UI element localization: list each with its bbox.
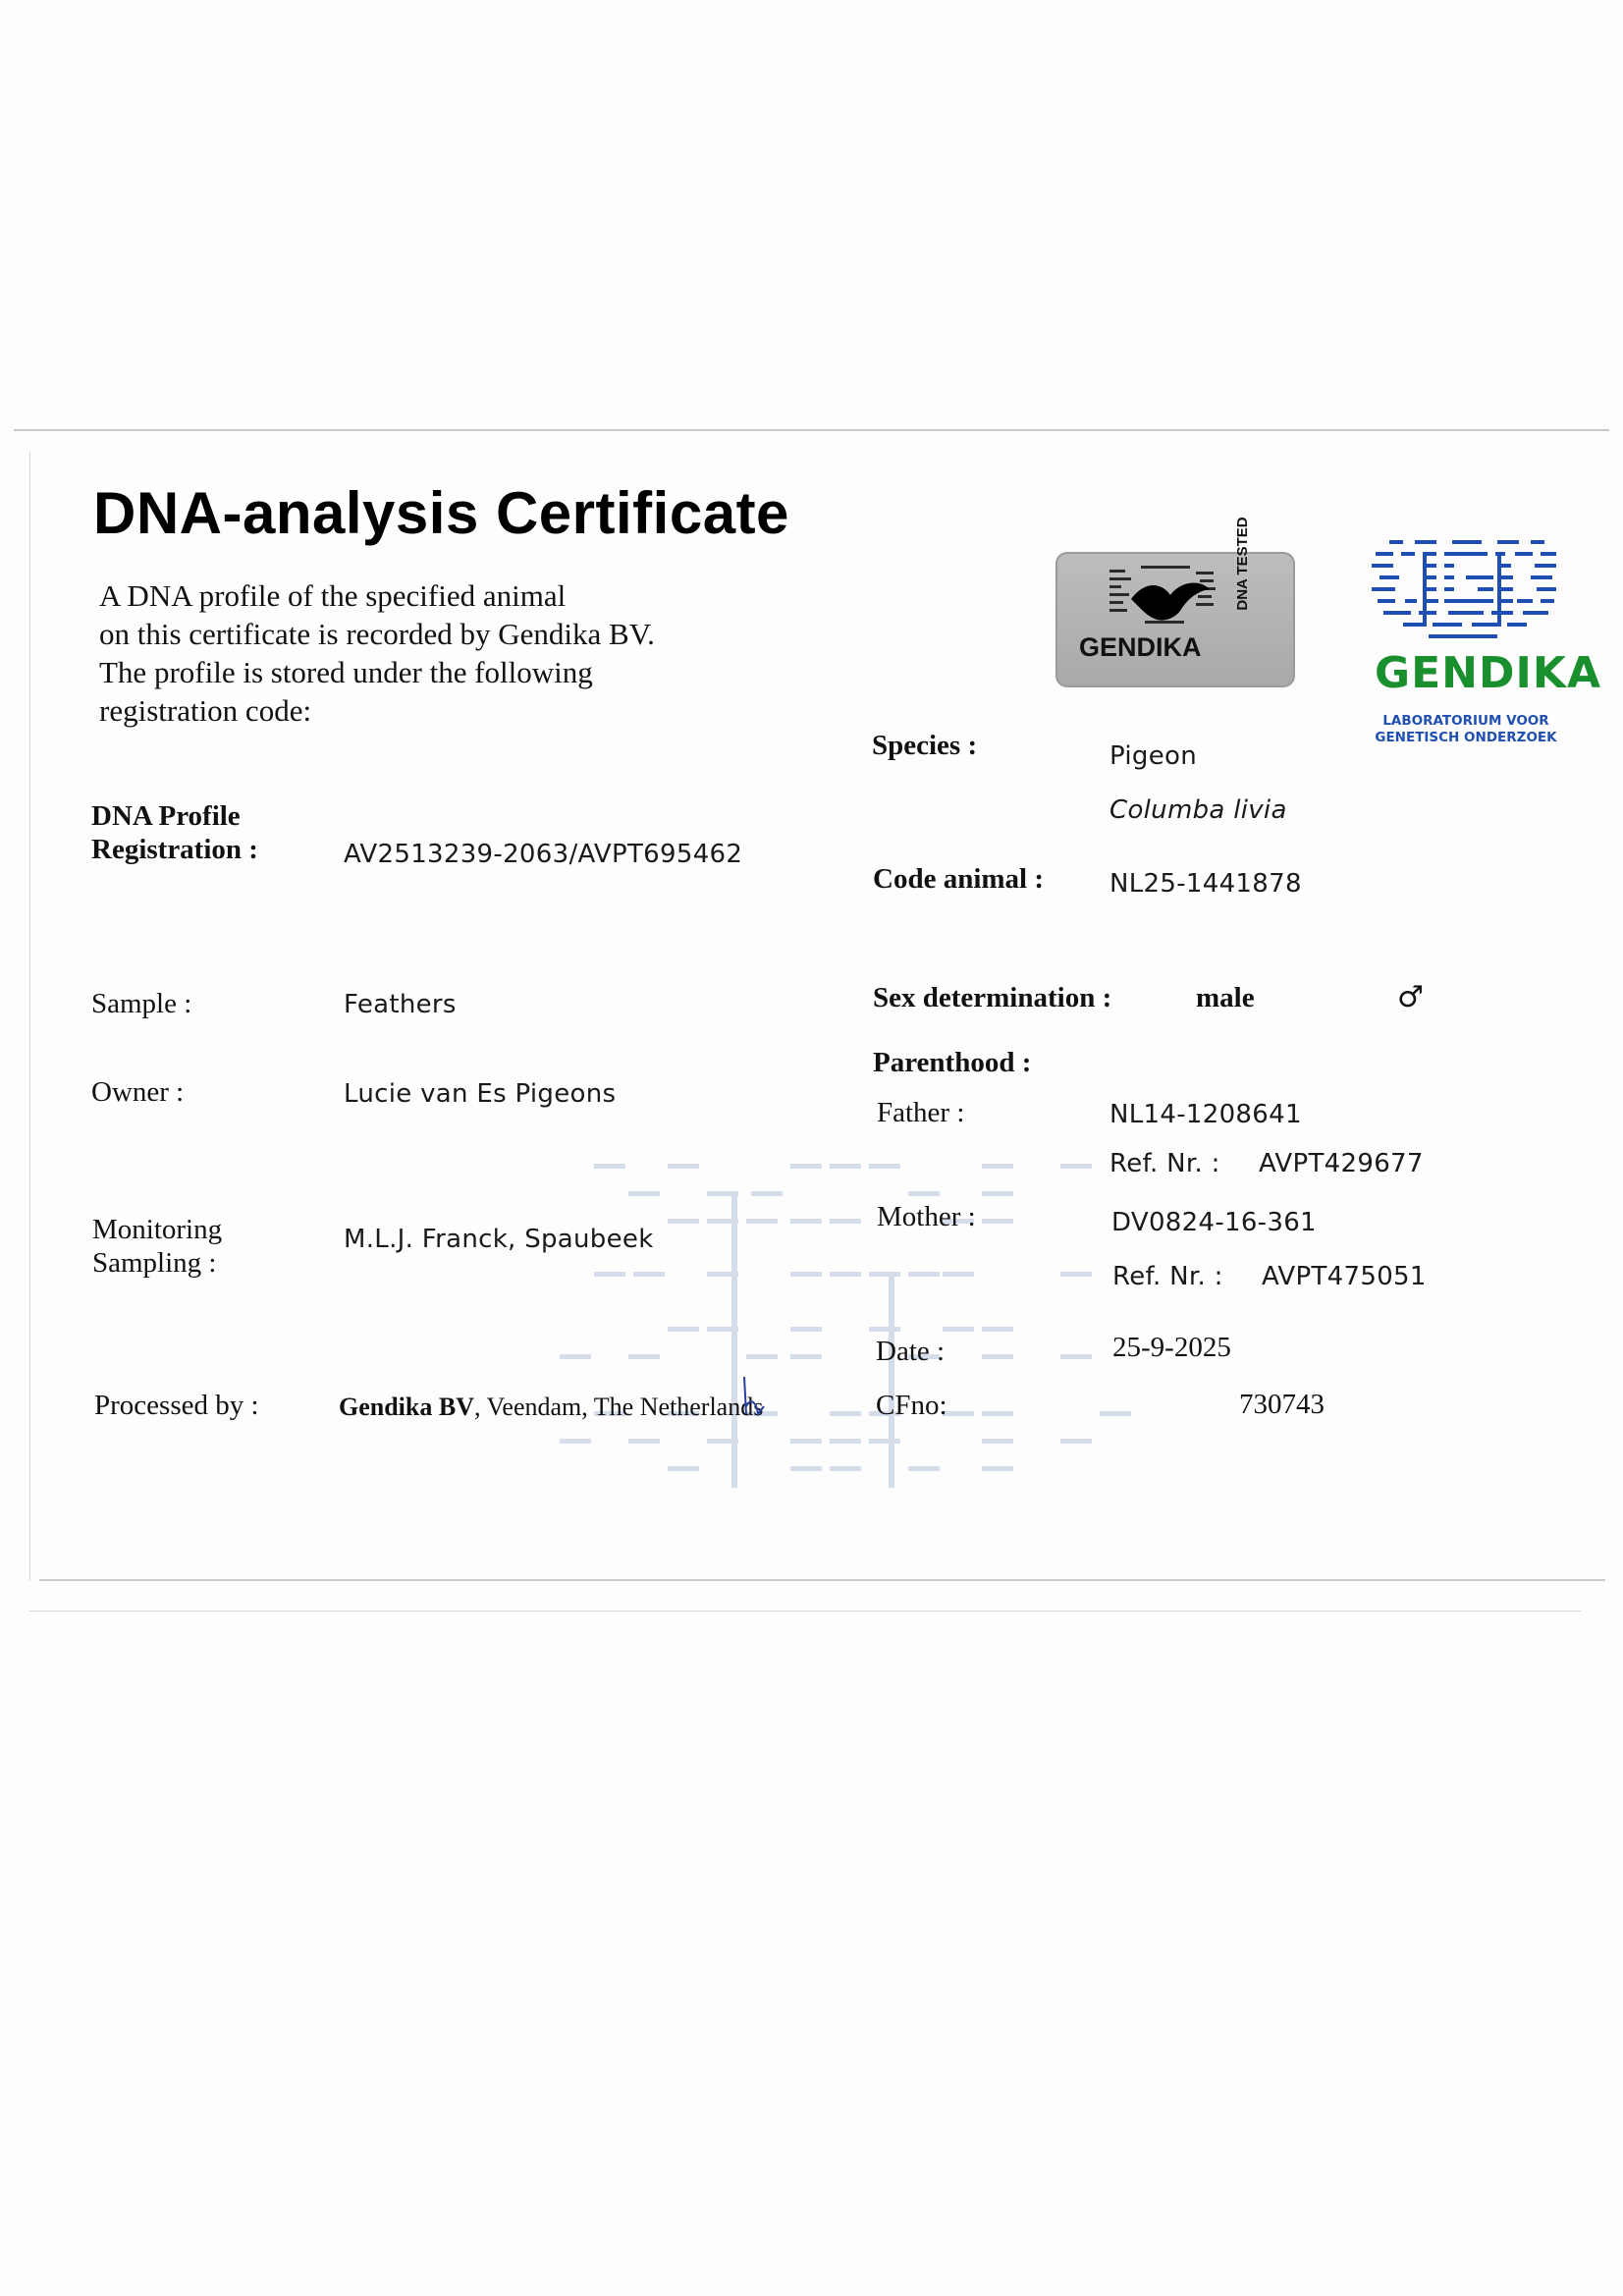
parenthood-label: Parenthood : — [873, 1047, 1032, 1078]
intro-line-4: registration code: — [99, 693, 312, 728]
top-border-line — [14, 429, 1609, 431]
processed-location: , Veendam, The Netherlands — [474, 1393, 764, 1421]
processed-label: Processed by : — [94, 1390, 259, 1421]
processed-company: Gendika BV — [339, 1393, 474, 1421]
gendika-logo-text: GENDIKA — [1375, 648, 1602, 698]
intro-text — [99, 576, 655, 730]
registration-value: AV2513239-2063/AVPT695462 — [344, 840, 743, 869]
species-value-1: Pigeon — [1109, 741, 1198, 771]
gendika-logo-subtitle — [1373, 713, 1559, 746]
intro-line-3: The profile is stored under the following — [99, 655, 593, 689]
left-border-line — [29, 452, 30, 1581]
father-label: Father : — [877, 1097, 965, 1128]
pigeon-emblem-icon — [1102, 562, 1229, 632]
mother-value: DV0824-16-361 — [1111, 1208, 1317, 1237]
father-ref-value: AVPT429677 — [1259, 1149, 1424, 1178]
sex-value: male — [1196, 982, 1255, 1013]
logo-sub-line-2: GENETISCH ONDERZOEK — [1375, 730, 1557, 745]
mother-label: Mother : — [877, 1201, 976, 1232]
registration-label-2: Registration : — [91, 834, 258, 865]
sample-label: Sample : — [91, 988, 192, 1019]
sample-value: Feathers — [344, 990, 457, 1019]
male-symbol-icon: ♂ — [1397, 980, 1424, 1014]
bottom-border-line-2 — [29, 1611, 1581, 1612]
father-value: NL14-1208641 — [1109, 1100, 1302, 1129]
registration-label-1: DNA Profile — [91, 800, 241, 832]
gendika-logo-icon — [1370, 538, 1561, 641]
cfno-value: 730743 — [1239, 1389, 1325, 1420]
logo-sub-line-1: LABORATORIUM VOOR — [1382, 713, 1549, 729]
monitoring-value: M.L.J. Franck, Spaubeek — [344, 1225, 654, 1254]
sticker-brand-text: GENDIKA — [1079, 632, 1202, 662]
sex-label: Sex determination : — [873, 982, 1112, 1013]
intro-line-1: A DNA profile of the specified animal — [99, 578, 567, 613]
date-value: 25-9-2025 — [1112, 1332, 1231, 1363]
sticker-tested-text: DNA TESTED — [1234, 517, 1251, 611]
certificate-title: DNA-analysis Certificate — [93, 480, 789, 546]
dna-tested-sticker — [1055, 517, 1295, 687]
species-label: Species : — [872, 730, 978, 761]
bottom-border-line — [39, 1579, 1605, 1581]
monitoring-label-2: Sampling : — [92, 1247, 217, 1279]
mother-ref-value: AVPT475051 — [1262, 1262, 1427, 1291]
watermark-pattern — [550, 1154, 1139, 1507]
owner-value: Lucie van Es Pigeons — [344, 1079, 617, 1109]
species-value-2: Columba livia — [1109, 795, 1287, 825]
processed-value — [339, 1393, 763, 1422]
cfno-label: CFno: — [876, 1390, 947, 1421]
code-animal-label: Code animal : — [873, 863, 1044, 895]
intro-line-2: on this certificate is recorded by Gendika BV. — [99, 617, 655, 651]
owner-label: Owner : — [91, 1076, 185, 1108]
mother-ref-label: Ref. Nr. : — [1112, 1262, 1223, 1291]
code-animal-value: NL25-1441878 — [1109, 869, 1302, 899]
father-ref-label: Ref. Nr. : — [1109, 1149, 1220, 1178]
pen-mark-icon — [738, 1375, 768, 1419]
date-label: Date : — [876, 1336, 946, 1367]
monitoring-label-1: Monitoring — [92, 1214, 223, 1245]
